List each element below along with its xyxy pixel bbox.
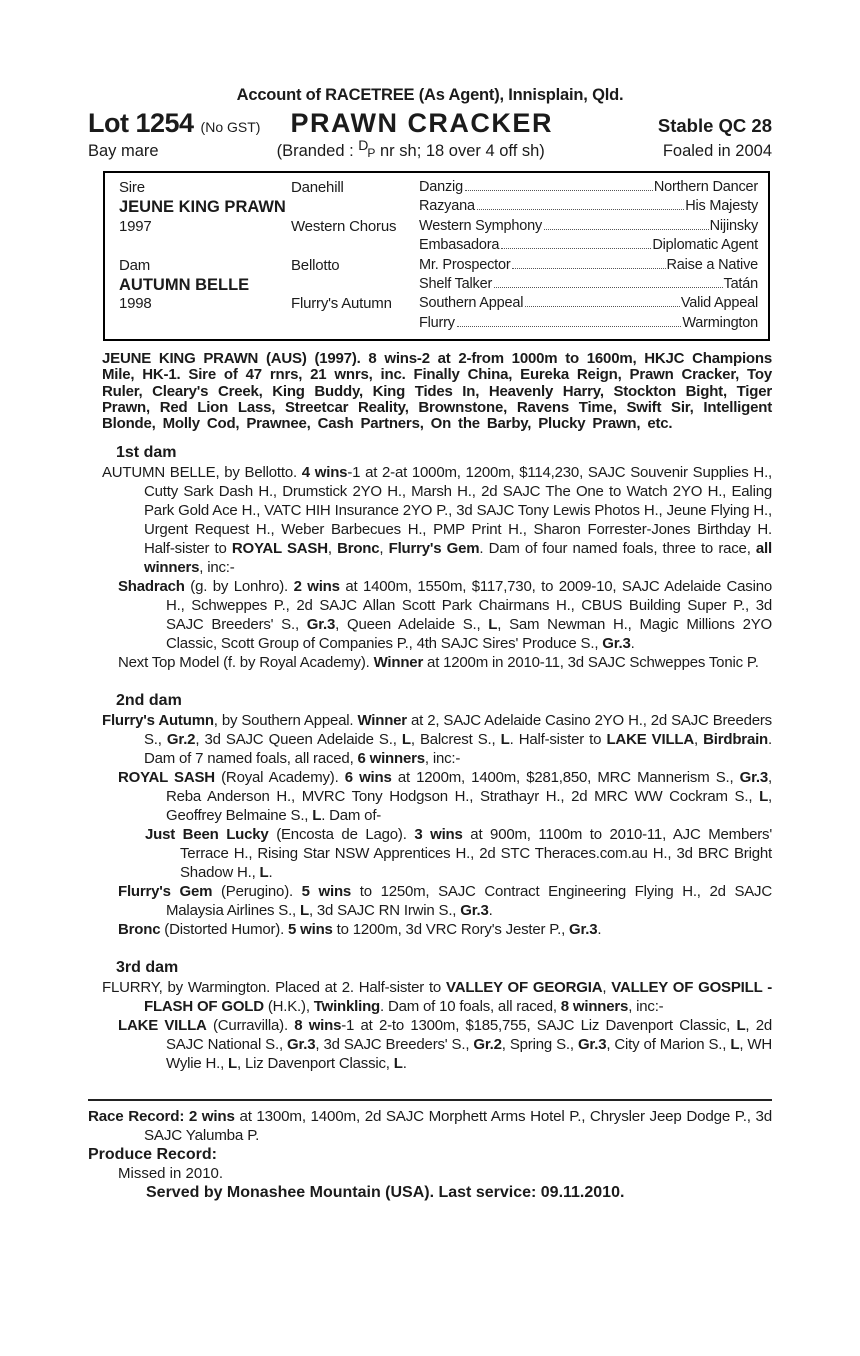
ancestor-name: Raise a Native	[666, 256, 758, 273]
text: , WH Wylie H.,	[166, 1036, 772, 1073]
flurrys-autumn-entry	[88, 711, 772, 768]
shadrach-entry	[88, 577, 772, 653]
ancestor-name: Western Symphony	[419, 217, 543, 234]
dam-year: 1998	[119, 295, 152, 313]
page-content	[88, 86, 772, 1202]
bold-text: LAKE VILLA	[118, 1017, 207, 1035]
text: at 1200m in 2010-11, 3d SAJC Schweppes Tonic P.	[423, 654, 759, 672]
bold-text: L	[228, 1055, 238, 1073]
bold-text: L	[759, 788, 769, 806]
text: ,	[327, 540, 338, 558]
dot-leader	[477, 209, 684, 210]
sire-sire: Danehill	[291, 179, 344, 196]
text: (Royal Academy).	[214, 769, 345, 787]
dam-heading: 3rd dam	[116, 959, 179, 977]
text: at 1300m, 1400m, 2d SAJC Morphett Arms Hotel P., Chrysler Jeep Dodge P., 3d SAJC Yalumba P.	[144, 1108, 772, 1145]
ancestor-name: Tatán	[723, 275, 758, 292]
text: . Half-sister to	[509, 731, 607, 749]
dam-dam: Flurry's Autumn	[291, 295, 392, 313]
ancestor-name: Flurry	[419, 314, 455, 331]
ancestor-name: Warmington	[682, 314, 758, 331]
lot-header	[88, 108, 772, 139]
pedigree-gen3-row	[419, 276, 758, 295]
bold-text: VALLEY OF GEORGIA	[446, 979, 603, 997]
text: , 3d SAJC RN Irwin S.,	[308, 902, 461, 920]
dam-name: AUTUMN BELLE	[119, 275, 250, 294]
bold-text: L	[736, 1017, 746, 1035]
bold-text: VALLEY OF GOSPILL - FLASH OF GOLD	[144, 979, 773, 1016]
brand-top-letter: D	[358, 137, 369, 153]
bold-text: 5 wins	[288, 921, 333, 939]
text: , 3d SAJC Breeders' S.,	[315, 1036, 474, 1054]
text: at 1400m, 1550m, $117,730, to 2009-10, SAJC Adelaide Casino H., Schweppes P., 2d SAJC Allan Scott Park Chairmans H., CBUS Building Super P., 3d SAJC Breeders' S.,	[166, 578, 772, 634]
text: .	[488, 902, 493, 920]
text: , inc:-	[424, 750, 461, 768]
horse-name: PRAWN CRACKER	[290, 108, 553, 138]
bold-text: L	[401, 731, 411, 749]
brand-line	[159, 137, 663, 161]
bold-text: 8 wins	[294, 1017, 342, 1035]
flurrys-gem-entry	[88, 882, 772, 920]
text: (Curravilla).	[206, 1017, 295, 1035]
text: . Dam of 10 foals, all raced,	[380, 998, 561, 1016]
dot-leader	[494, 287, 722, 288]
bold-text: L	[312, 807, 322, 825]
bold-text: Flurry's Gem	[118, 883, 213, 901]
text: .	[268, 864, 273, 882]
bold-text: L	[730, 1036, 740, 1054]
lake-villa-entry	[88, 1016, 772, 1073]
pedigree-gen3-row	[419, 237, 758, 256]
stable-label: Stable QC 28	[657, 115, 772, 136]
text: , by Southern Appeal.	[213, 712, 358, 730]
text: to 1250m, SAJC Contract Engineering Flying H., 2d SAJC Malaysia Airlines S.,	[166, 883, 772, 920]
text: (Perugino).	[212, 883, 302, 901]
dot-leader	[457, 326, 682, 327]
brand-bottom-letter: P	[367, 146, 376, 160]
text: at 2, SAJC Adelaide Casino 2YO H., 2d SAJC Breeders S.,	[144, 712, 772, 749]
produce-record-line: Missed in 2010.	[118, 1165, 224, 1183]
produce-record-label: Produce Record:	[88, 1146, 217, 1164]
autumn-belle-entry	[88, 463, 772, 577]
pedigree-gen3-row	[419, 179, 758, 198]
bold-text: Gr.3	[569, 921, 598, 939]
gst-note: (No GST)	[200, 119, 261, 135]
text: . Dam of four named foals, three to race,	[479, 540, 756, 558]
ancestor-name: Shelf Talker	[419, 275, 493, 292]
bold-text: L	[393, 1055, 403, 1073]
text: ,	[379, 540, 389, 558]
text: FLURRY, by Warmington. Placed at 2. Half-sister to	[102, 979, 447, 997]
text: , Geoffrey Belmaine S.,	[166, 788, 772, 825]
dot-leader	[465, 190, 653, 191]
bold-text: Gr.3	[577, 1036, 607, 1054]
text: (H.K.),	[263, 998, 314, 1016]
dot-leader	[501, 248, 651, 249]
brand-suffix: nr sh; 18 over 4 off sh)	[375, 142, 545, 160]
bold-text: L	[299, 902, 309, 920]
ancestor-name: Southern Appeal	[419, 295, 524, 312]
bold-text: 2 wins	[293, 578, 340, 596]
bold-text: Gr.3	[739, 769, 769, 787]
text: at 900m, 1100m to 2010-11, AJC Members' Terrace H., Rising Star NSW Apprentices H., 2d STC Theraces.com.au H., 3d BRC Bright Shadow H.,	[180, 826, 772, 882]
just-been-lucky-entry	[88, 825, 772, 882]
color-sex: Bay mare	[88, 142, 159, 160]
text: Next Top Model (f. by Royal Academy).	[118, 654, 374, 672]
text: . Dam of 7 named foals, all raced,	[144, 731, 772, 768]
foaled-line: Foaled in 2004	[662, 142, 772, 160]
bold-text: 4 wins	[301, 464, 348, 482]
bold-text: Winner	[373, 654, 424, 672]
text: .	[402, 1055, 407, 1073]
sire-summary: JEUNE KING PRAWN (AUS) (1997). 8 wins-2 at 2-from 1000m to 1600m, HKJC Champions Mile, HK-1. Sire of 47 rnrs, 21 wnrs, inc. Finally China, Eureka Reign, Prawn Cracker, Toy Ruler, Cleary's Creek, King Buddy, King Tides In, Heavenly Harry, Stockton Bight, Tiger Prawn, Red Lion Lass, Streetcar Reality, Brownstone, Ravens Time, Swift Sir, Intelligent Blonde, Molly Cod, Prawnee, Cash Partners, On the Barby, Plucky Prawn, etc.	[102, 350, 772, 432]
text: , Balcrest S.,	[410, 731, 501, 749]
service-line: Served by Monashee Mountain (USA). Last service: 09.11.2010.	[146, 1184, 625, 1202]
bold-text: Gr.3	[306, 616, 336, 634]
dam-heading: 1st dam	[116, 444, 177, 462]
bold-text: 6 winners	[357, 750, 425, 768]
race-record-line	[88, 1107, 772, 1145]
bold-text: L	[259, 864, 269, 882]
bold-text: 8 winners	[560, 998, 629, 1016]
dot-leader	[512, 268, 665, 269]
text: , Spring S.,	[501, 1036, 578, 1054]
bold-text: Twinkling	[313, 998, 381, 1016]
pedigree-gen3-row	[419, 218, 758, 237]
pedigree-box	[103, 171, 770, 341]
text: ,	[694, 731, 704, 749]
bold-text: Race Record: 2 wins	[88, 1108, 235, 1126]
bold-text: Gr.2	[166, 731, 196, 749]
lot-number: Lot 1254	[88, 108, 194, 138]
sire-year: 1997	[119, 217, 152, 235]
bold-text: ROYAL SASH	[118, 769, 215, 787]
text: at 1200m, 1400m, $281,850, MRC Mannerism S.,	[391, 769, 740, 787]
brand-mark-icon	[358, 137, 376, 160]
bold-text: Flurry's Gem	[388, 540, 480, 558]
next-top-model-entry	[88, 653, 772, 672]
dot-leader	[544, 229, 709, 230]
text: , Queen Adelaide S.,	[335, 616, 489, 634]
text: , City of Marion S.,	[606, 1036, 731, 1054]
bold-text: ROYAL SASH	[231, 540, 328, 558]
bold-text: Bronc	[118, 921, 161, 939]
text: (g. by Lonhro).	[184, 578, 294, 596]
dam-role-label: Dam	[119, 256, 151, 274]
text: , 2d SAJC National S.,	[166, 1017, 772, 1054]
sire-dam: Western Chorus	[291, 217, 397, 235]
ancestor-name: Mr. Prospector	[419, 256, 511, 273]
dam-sections	[88, 444, 772, 1073]
ancestor-name: Valid Appeal	[680, 295, 758, 312]
bold-text: Just Been Lucky	[145, 826, 269, 844]
bold-text: Gr.3	[602, 635, 631, 653]
text: . Dam of-	[321, 807, 382, 825]
sire-name: JEUNE KING PRAWN	[119, 198, 286, 217]
pedigree-gen3-row	[419, 315, 758, 334]
sire-role-label: Sire	[119, 179, 145, 196]
text: AUTUMN BELLE, by Bellotto.	[102, 464, 302, 482]
text: (Encosta de Lago).	[268, 826, 415, 844]
text: .	[630, 635, 635, 653]
bold-text: Flurry's Autumn	[102, 712, 214, 730]
ancestor-name: His Majesty	[685, 198, 758, 215]
ancestor-name: Diplomatic Agent	[652, 237, 758, 254]
ancestor-name: Razyana	[419, 198, 475, 215]
bold-text: 6 wins	[344, 769, 392, 787]
bold-text: Gr.3	[460, 902, 489, 920]
text: -1 at 2-to 1300m, $185,755, SAJC Liz Davenport Classic,	[341, 1017, 737, 1035]
text: to 1200m, 3d VRC Rory's Jester P.,	[332, 921, 570, 939]
bronc-entry	[88, 920, 772, 939]
account-line: Account of RACETREE (As Agent), Innisplain, Qld.	[236, 86, 624, 104]
brand-prefix: (Branded :	[276, 142, 359, 160]
bold-text: Gr.3	[287, 1036, 316, 1054]
text: ,	[602, 979, 612, 997]
text: -1 at 2-at 1000m, 1200m, $114,230, SAJC Souvenir Supplies H., Cutty Sark Dash H., Drumstick 2YO H., Marsh H., 2d SAJC The One to Watch 2YO H., Ealing Park Gold Ace H., VATC HIH Insurance 2YO P., 3d SAJC Tony Lewis Photos H., Jeune Flying H., Urgent Request H., Weber Barbecues H., PMP Print H., Sharon Forrester-Jones Birthday H. Half-sister to	[144, 464, 773, 558]
pedigree-gen3-row	[419, 257, 758, 276]
ancestor-name: Nijinsky	[709, 217, 758, 234]
text: , inc:-	[628, 998, 664, 1016]
ancestor-name: Northern Dancer	[653, 179, 758, 195]
text: , Liz Davenport Classic,	[237, 1055, 394, 1073]
bold-text: all winners	[144, 540, 772, 577]
pedigree-gen3-row	[419, 295, 758, 314]
bold-text: L	[488, 616, 498, 634]
text: , 3d SAJC Queen Adelaide S.,	[195, 731, 402, 749]
text: .	[597, 921, 602, 939]
bold-text: LAKE VILLA	[606, 731, 694, 749]
flurry-entry	[88, 978, 772, 1016]
divider-rule	[88, 1099, 772, 1101]
dot-leader	[525, 306, 680, 307]
bold-text: Bronc	[337, 540, 380, 558]
bold-text: L	[500, 731, 510, 749]
ancestor-name: Danzig	[419, 179, 463, 195]
bold-text: Birdbrain	[703, 731, 769, 749]
detail-line	[88, 137, 772, 161]
bold-text: 5 wins	[301, 883, 352, 901]
text: (Distorted Humor).	[160, 921, 289, 939]
bold-text: 3 wins	[414, 826, 463, 844]
bold-text: Gr.2	[473, 1036, 502, 1054]
bold-text: Shadrach	[118, 578, 185, 596]
royal-sash-entry	[88, 768, 772, 825]
text: , Reba Anderson H., MVRC Tony Hodgson H., Strathayr H., 2d MRC WW Cockram S.,	[166, 769, 772, 806]
pedigree-gen3-row	[419, 198, 758, 217]
dam-heading: 2nd dam	[116, 692, 182, 710]
ancestor-name: Embasadora	[419, 237, 500, 254]
dam-sire: Bellotto	[291, 256, 340, 274]
text: , inc:-	[199, 559, 235, 577]
bold-text: Winner	[357, 712, 407, 730]
text: , Sam Newman H., Magic Millions 2YO Classic, Scott Group of Companies P., 4th SAJC Sires' Produce S.,	[166, 616, 772, 653]
